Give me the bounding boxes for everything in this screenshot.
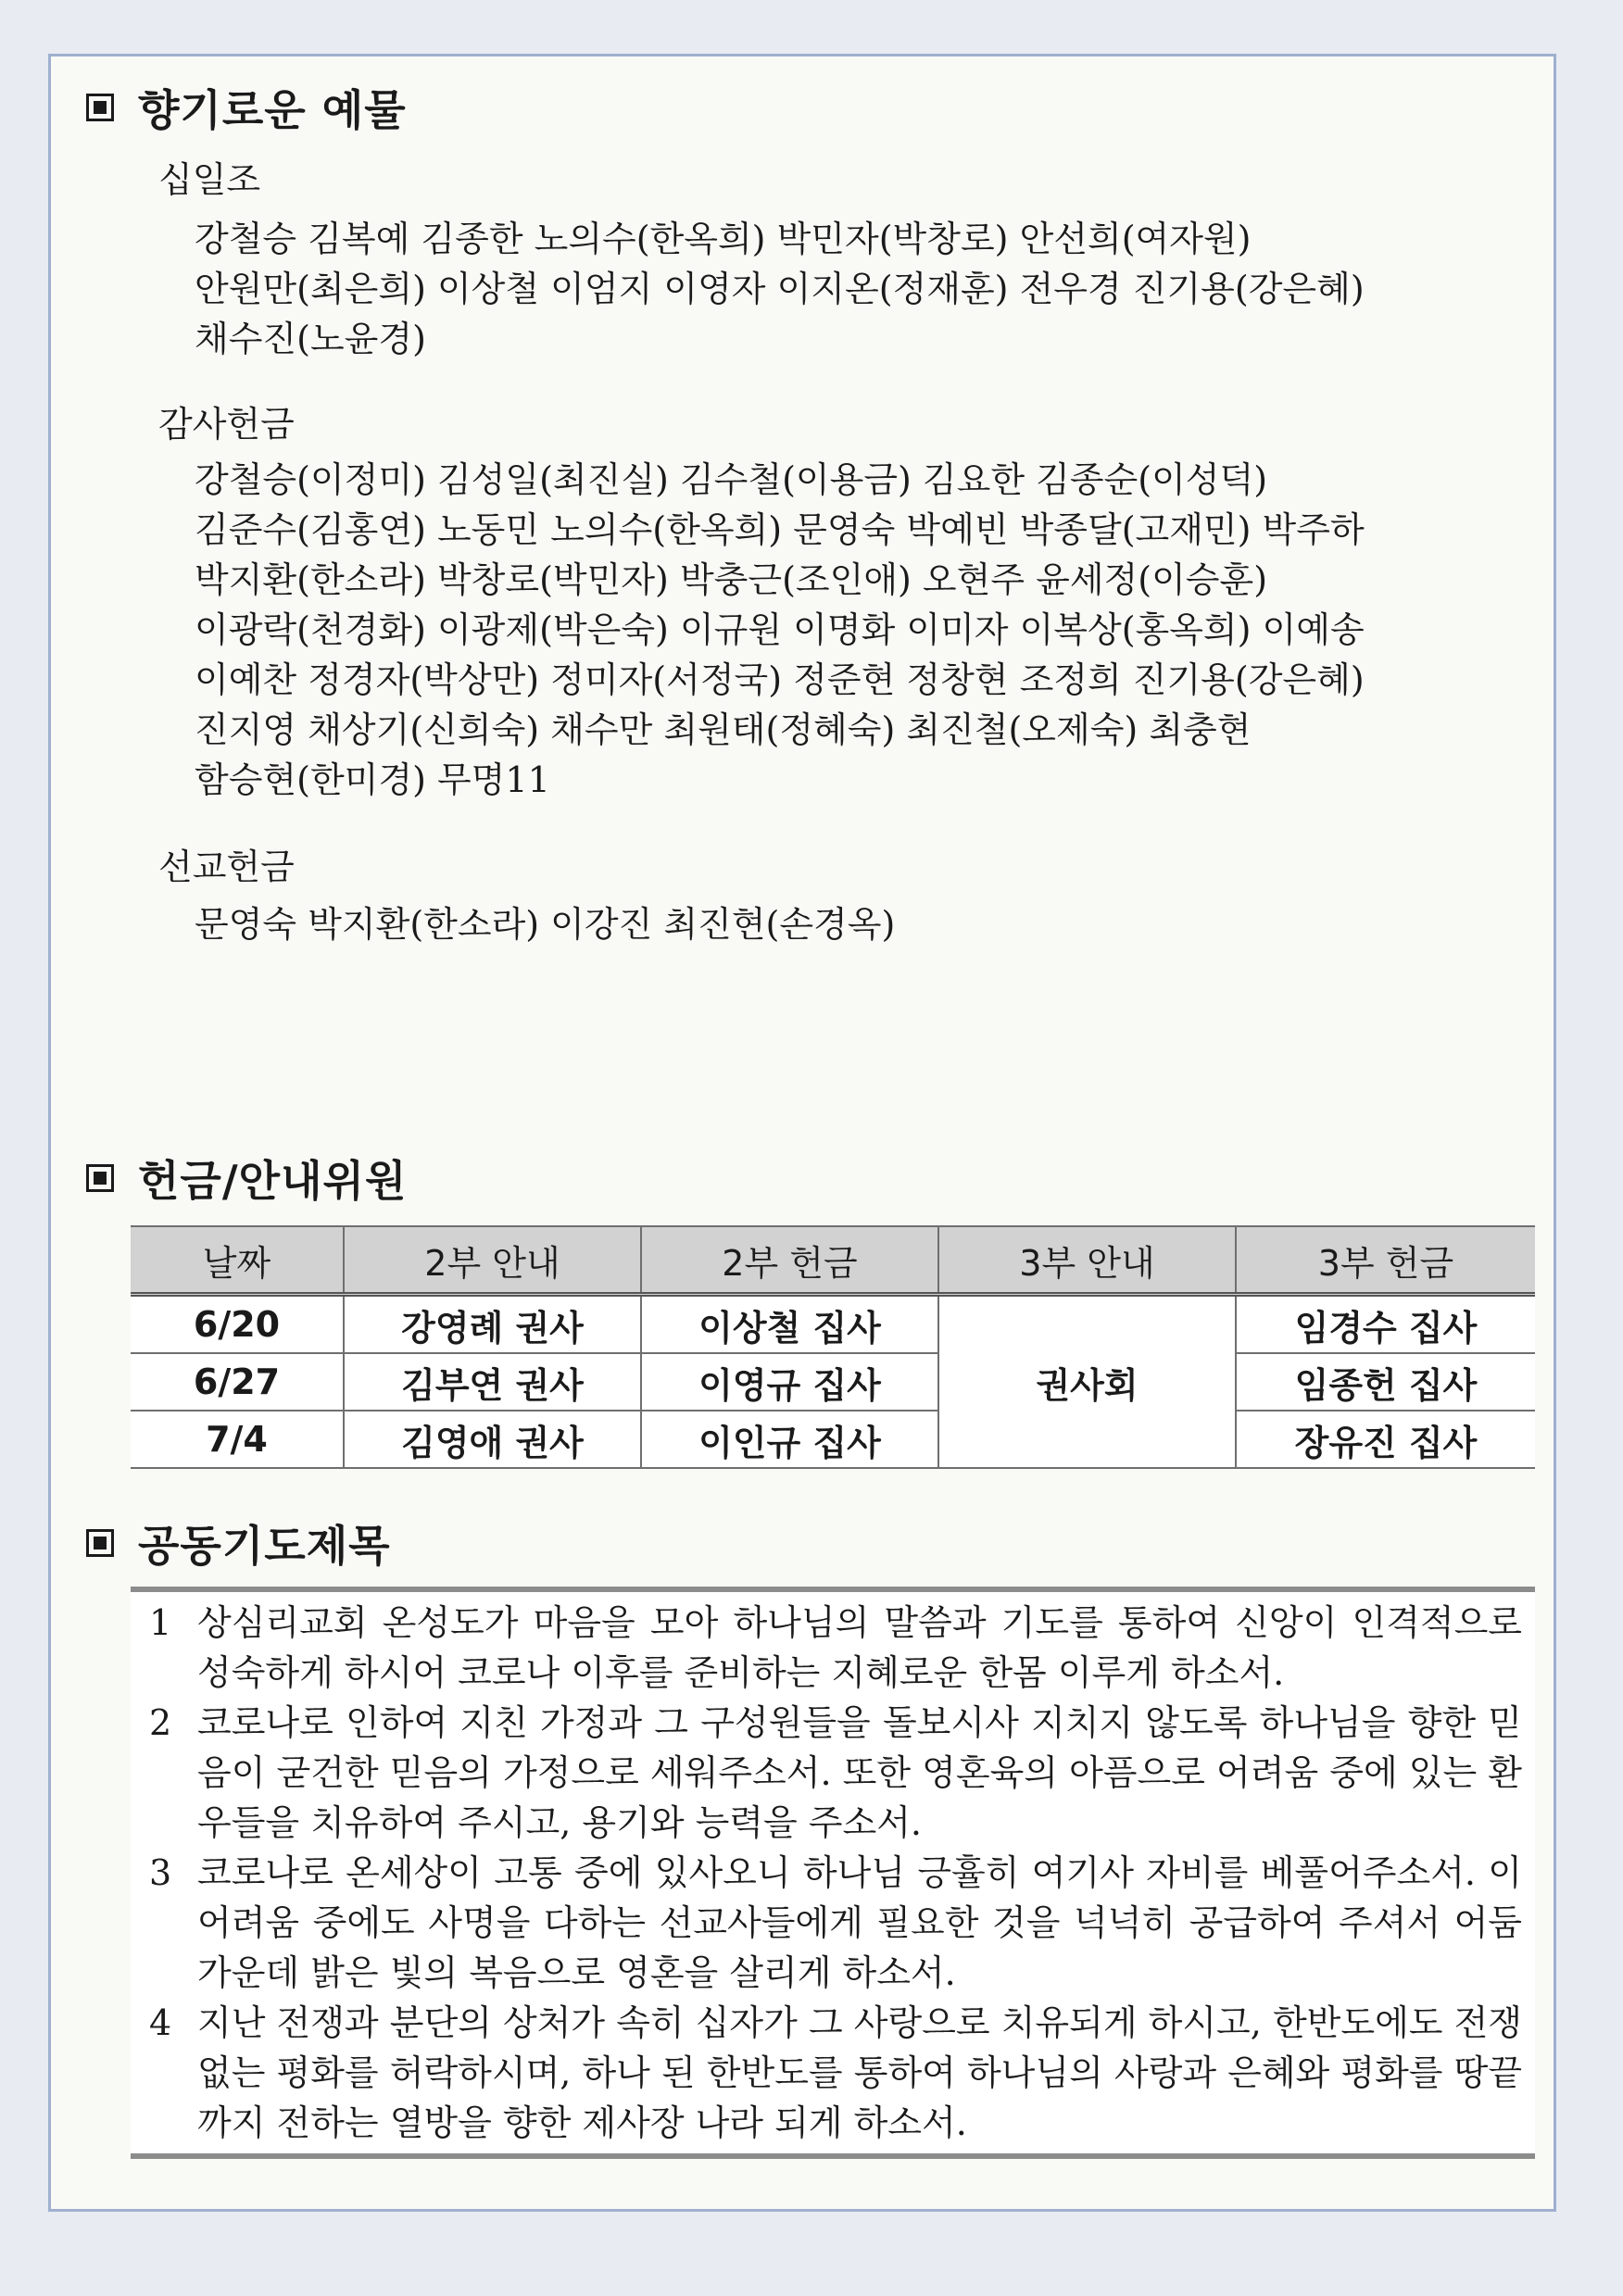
col-offer2: 2부 헌금 <box>641 1226 938 1295</box>
offer2-cell: 이영규 집사 <box>641 1353 938 1411</box>
prayer-number: 1 <box>149 1602 172 1643</box>
date-cell: 6/27 <box>131 1353 344 1411</box>
prayer-text: 지난 전쟁과 분단의 상처가 속히 십자가 그 사랑으로 치유되게 하시고, 한반도에도 전쟁 없는 평화를 허락하시며, 하나 된 한반도를 통하여 하나님의 사랑과 은혜와 평화를 땅끝까지 전하는 열방을 향한 제사장 나라 되게 하소서. <box>197 2002 1522 2143</box>
prayer-item <box>131 1998 1535 2148</box>
table-row <box>131 1295 1535 1354</box>
date-cell: 7/4 <box>131 1411 344 1468</box>
duty-table <box>131 1225 1535 1469</box>
prayer-text: 코로나로 온세상이 고통 중에 있사오니 하나님 긍휼히 여기사 자비를 베풀어주소서. 이 어려움 중에도 사명을 다하는 선교사들에게 필요한 것을 넉넉히 공급하여 주셔서 어둠 가운데 밝은 빛의 복음으로 영혼을 살리게 하소서. <box>197 1852 1522 1993</box>
guide3-merged-cell: 권사회 <box>938 1295 1236 1469</box>
name-line: 이광락(천경화) 이광제(박은숙) 이규원 이명화 이미자 이복상(홍옥희) 이예송 <box>195 609 1365 650</box>
offer2-cell: 이인규 집사 <box>641 1411 938 1468</box>
table-header-row <box>131 1226 1535 1295</box>
duty-heading <box>86 1148 407 1209</box>
offer3-cell: 임경수 집사 <box>1236 1295 1535 1354</box>
prayer-number: 4 <box>149 2002 172 2043</box>
tithe-names <box>195 214 1519 364</box>
name-line: 김준수(김홍연) 노동민 노의수(한옥희) 문영숙 박예빈 박종달(고재민) 박주하 <box>195 509 1365 550</box>
name-line: 강철승(이정미) 김성일(최진실) 김수철(이용금) 김요한 김종순(이성덕) <box>195 459 1268 500</box>
table-row <box>131 1411 1535 1468</box>
col-guide2: 2부 안내 <box>344 1226 641 1295</box>
name-line: 채수진(노윤경) <box>195 319 426 359</box>
table-row <box>131 1353 1535 1411</box>
square-bullet-icon <box>86 1529 114 1557</box>
thanks-offering-label: 감사헌금 <box>158 404 295 445</box>
name-line: 박지환(한소라) 박창로(박민자) 박충근(조인애) 오현주 윤세정(이승훈) <box>195 559 1268 600</box>
prayer-list <box>131 1587 1535 2159</box>
prayer-heading <box>86 1512 391 1574</box>
guide2-cell: 김영애 권사 <box>344 1411 641 1468</box>
offer3-cell: 임종헌 집사 <box>1236 1353 1535 1411</box>
offerings-title: 향기로운 예물 <box>138 85 407 135</box>
offer3-cell: 장유진 집사 <box>1236 1411 1535 1468</box>
prayer-number: 2 <box>149 1702 172 1743</box>
prayer-item <box>131 1598 1535 1698</box>
guide2-cell: 강영례 권사 <box>344 1295 641 1354</box>
date-cell: 6/20 <box>131 1295 344 1354</box>
thanks-offering-names <box>195 455 1519 805</box>
prayer-text: 코로나로 인하여 지친 가정과 그 구성원들을 돌보시사 지치지 않도록 하나님을 향한 믿음이 굳건한 믿음의 가정으로 세워주소서. 또한 영혼육의 아픔으로 어려움 중에 있는 환우들을 치유하여 주시고, 용기와 능력을 주소서. <box>197 1702 1522 1843</box>
square-bullet-icon <box>86 94 114 121</box>
square-bullet-icon <box>86 1164 114 1192</box>
name-line: 이예찬 정경자(박상만) 정미자(서정국) 정준현 정창현 조정희 진기용(강은혜) <box>195 659 1365 700</box>
offer2-cell: 이상철 집사 <box>641 1295 938 1354</box>
prayer-text: 상심리교회 온성도가 마음을 모아 하나님의 말씀과 기도를 통하여 신앙이 인격적으로 성숙하게 하시어 코로나 이후를 준비하는 지혜로운 한몸 이루게 하소서. <box>197 1602 1522 1693</box>
col-guide3: 3부 안내 <box>938 1226 1236 1295</box>
bulletin-page <box>48 54 1556 2212</box>
name-line: 함승현(한미경) 무명11 <box>195 759 550 800</box>
name-line: 진지영 채상기(신희숙) 채수만 최원태(정혜숙) 최진철(오제숙) 최충현 <box>195 709 1252 750</box>
prayer-number: 3 <box>149 1852 172 1893</box>
prayer-title: 공동기도제목 <box>138 1521 391 1571</box>
prayer-item <box>131 1698 1535 1848</box>
name-line: 강철승 김복예 김종한 노의수(한옥희) 박민자(박창로) 안선희(여자원) <box>195 219 1252 259</box>
tithe-label: 십일조 <box>158 159 261 200</box>
mission-offering-label: 선교헌금 <box>158 847 295 887</box>
mission-offering-names <box>195 899 1519 949</box>
name-line: 안원만(최은희) 이상철 이엄지 이영자 이지온(정재훈) 전우경 진기용(강은혜) <box>195 269 1365 309</box>
offerings-heading <box>86 77 407 138</box>
prayer-item <box>131 1848 1535 1998</box>
duty-title: 헌금/안내위원 <box>138 1156 408 1206</box>
col-date: 날짜 <box>131 1226 344 1295</box>
col-offer3: 3부 헌금 <box>1236 1226 1535 1295</box>
name-line: 문영숙 박지환(한소라) 이강진 최진현(손경옥) <box>195 904 896 945</box>
guide2-cell: 김부연 권사 <box>344 1353 641 1411</box>
